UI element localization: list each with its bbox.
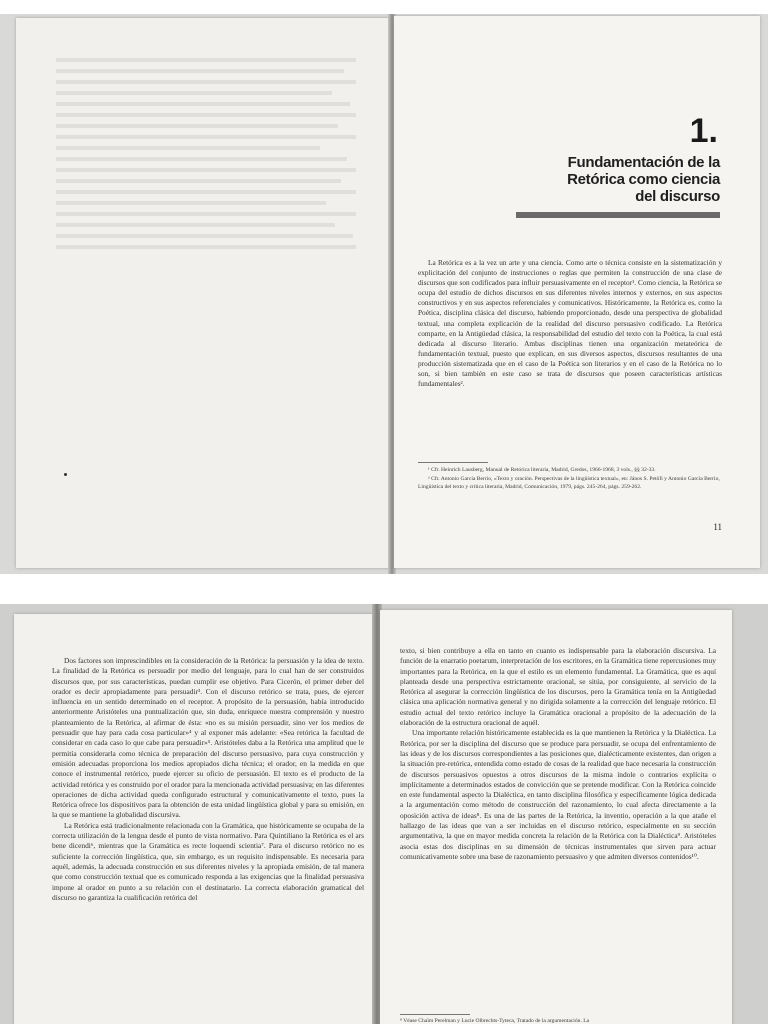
- page-13-body: [400, 646, 716, 862]
- page-number: 11: [713, 522, 722, 532]
- bleed-through: [56, 58, 356, 518]
- chapter-title-line-3: del discurso: [635, 188, 720, 205]
- footnote-8: ⁸ Véase Chaïm Perelman y Lucie Olbrechts-Tyteca, Tratado de la argumentación. La: [400, 1018, 590, 1024]
- chapter-title-line-2: Retórica como ciencia: [567, 171, 720, 188]
- footnote-1: ¹ Cfr. Heinrich Lausberg, Manual de Retórica literaria, Madrid, Gredos, 1966-1968, 3 vols., §§ 32-33.: [428, 467, 656, 473]
- page-11-footnotes: [418, 462, 722, 492]
- chapter-title: [510, 154, 720, 205]
- page-11-body: La Retórica es a la vez un arte y una ciencia. Como arte o técnica consiste en la sistematización y explicitación del conjunto de instrucciones o reglas que permiten la construcción de una clase de discursos que son codificados para influir persuasivamente en el receptor¹. Como ciencia, la Retórica se ocupa del estudio de dichos discursos en sus diferentes niveles internos y externos, en sus aspectos constructivos y en sus aspectos referenciales y comunicativos. Históricamente, la Retórica es, como la Poética, disciplina clásica del discurso, habiendo proporcionado, desde una perspectiva de globalidad textual, una completa explicación de la realidad del discurso persuasivo codificado. La Retórica comparte, en la Antigüedad clásica, la responsabilidad del estudio del texto con la Poética, la cual está dedicada al discurso literario. Ambas disciplinas tienen una organización metateórica de fundamentación textual, puesto que explican, en sus diversos aspectos, discursos resultantes de una producción sistematizada que en el caso de la Poética son literarios y en el caso de la Retórica no lo son, si bien también en este caso se trata de discursos que poseen características artísticas fundamentales².: [418, 258, 722, 389]
- chapter-title-line-1: Fundamentación de la: [567, 154, 720, 171]
- paragraph: texto, si bien contribuye a ella en tanto en cuanto es indispensable para la elaboración discursiva. La función de la enarratio poetarum, interpretación de los escritores, en la Gramática tiene repercusiones muy importantes para la Retórica, en la que el estilo es un elemento fundamental. La Gramática, que es aquí planteada desde una perspectiva estrictamente oracional, se sitúa, por consiguiente, al servicio de la Retórica al asegurar la corrección lingüística de los discursos, pero la Gramática tenía en la Antigüedad clásica una aplicación normativa general y no dirigida solamente a la corrección del lenguaje retórico. El estudio actual del texto retórico incluye la Gramática oracional a propósito de la adecuación de la elaboración de la estructura oracional de aquél.: [400, 646, 716, 728]
- chapter-number: 1.: [689, 112, 718, 150]
- footnote-2: ² Cfr. Antonio García Berrio, «Texto y oración. Perspectivas de la lingüística textual», en: János S. Petöfi y Antonio García Berrio, Lingüística del texto y crítica literaria, Madrid, Comunicación, 1979, págs. 245-264, págs. 259-262.: [418, 476, 720, 490]
- page-13: [380, 610, 732, 1024]
- page-13-footnotes: [400, 1014, 716, 1024]
- paragraph: Dos factores son imprescindibles en la consideración de la Retórica: la persuasión y la idea de texto. La finalidad de la Retórica es persuadir por medio del lenguaje, para lo cual han de ser construidos discursos que, por sus características, puedan cumplir ese objetivo. Para Cicerón, el primer deber del orador es decir apropiadamente para persuadir³. Con el discurso retórico se trata, pues, de ejercer influencia en un sentido determinado en el receptor. A propósito de la persuasión, había introducido anteriormente Aristóteles una puntualización que, sin duda, enriquece nuestra comprensión y nuestro planteamiento de la Retórica, al afirmar de ésta: «no es su misión persuadir, sino ver los medios de persuadir que hay para cada cosa particular»⁴ y al exponer más adelante: «Sea retórica la facultad de considerar en cada caso lo que cabe para persuadir»⁵. Aristóteles daba a la Retórica una amplitud que le permitía considerarla como técnica de preparación del discurso persuasivo, para cuya construcción y emisión adecuadas proporciona los medios apropiados dicha técnica; el orador, en la medida en que conoce el instrumental retórico, puede ejercer su oficio de persuasión. El texto es el producto de la actividad retórica y es construido por el orador para la mencionada actividad persuasiva; en las diferentes operaciones de dicha actividad queda configurado estructural y comunicativamente el texto, pues la Retórica ofrece los dispositivos para la obtención de esta unidad lingüística global y para su emisión, en la que se mantiene la globalidad discursiva.: [52, 656, 364, 820]
- footnote-separator: [400, 1014, 470, 1015]
- title-rule: [516, 212, 720, 218]
- speck: [64, 473, 67, 476]
- page-11: [394, 16, 760, 568]
- footnote-separator: [418, 462, 488, 463]
- page-12-body: [52, 656, 364, 903]
- top-scan: [0, 14, 768, 574]
- paragraph: Una importante relación históricamente establecida es la que mantienen la Retórica y la Dialéctica. La Retórica, por ser la disciplina del discurso que se produce para persuadir, se ocupa del enfrentamiento de las ideas y de los discursos correspondientes a las posiciones que, dialécticamente existentes, dan origen a la situación pre-retórica, entendida como estado de cosas de la realidad que hace necesaria la construcción de discursos persuasivos opuestos a otros discursos de la misma índole o contrarios explícita o implícitamente a determinados estados de convicción que se pretende modificar. Con la Retórica coincide en este fundamental aspecto la Dialéctica, en tanto disciplina filosófica y específicamente lógica dedicada a la argumentación como método de construcción del razonamiento, lo cual afecta directamente a la oposición activa de ideas⁸. Es una de las partes de la Retórica, la inventio, operación a la que atañe el hallazgo de las ideas que van a ser incluidas en el discurso retórico, especialmente en su sección argumentativa, la que en mayor medida concreta la relación de la Retórica con la Dialéctica⁹. Aristóteles asocia estas dos disciplinas en su dimensión de técnicas instrumentales que sirven para actuar comunicativamente sobre una base de razonamiento persuasivo y que admiten diversos contenidos¹⁰.: [400, 728, 716, 861]
- bottom-scan: [0, 604, 768, 1024]
- page-10-blank: [16, 18, 390, 568]
- paragraph: La Retórica está tradicionalmente relacionada con la Gramática, que históricamente se ocupaba de la correcta utilización de la lengua desde el punto de vista normativo. Para Quintiliano la Retórica es el ars bene dicendi⁶, mientras que la Gramática es recte loquendi scientia⁷. Para el discurso retórico no es suficiente la corrección lingüística, que, sin embargo, es un requisito indispensable. Es necesaria para aquél, además, la adecuada construcción en sus diferentes niveles y la apropiada emisión, de tal manera que como construcción textual que es comunicado responda a las exigencias que la finalidad persuasiva impone al orador en punto a su relación con el destinatario. La correcta elaboración gramatical del discurso no garantiza la cualificación retórica del: [52, 820, 364, 902]
- page-12: [14, 614, 376, 1024]
